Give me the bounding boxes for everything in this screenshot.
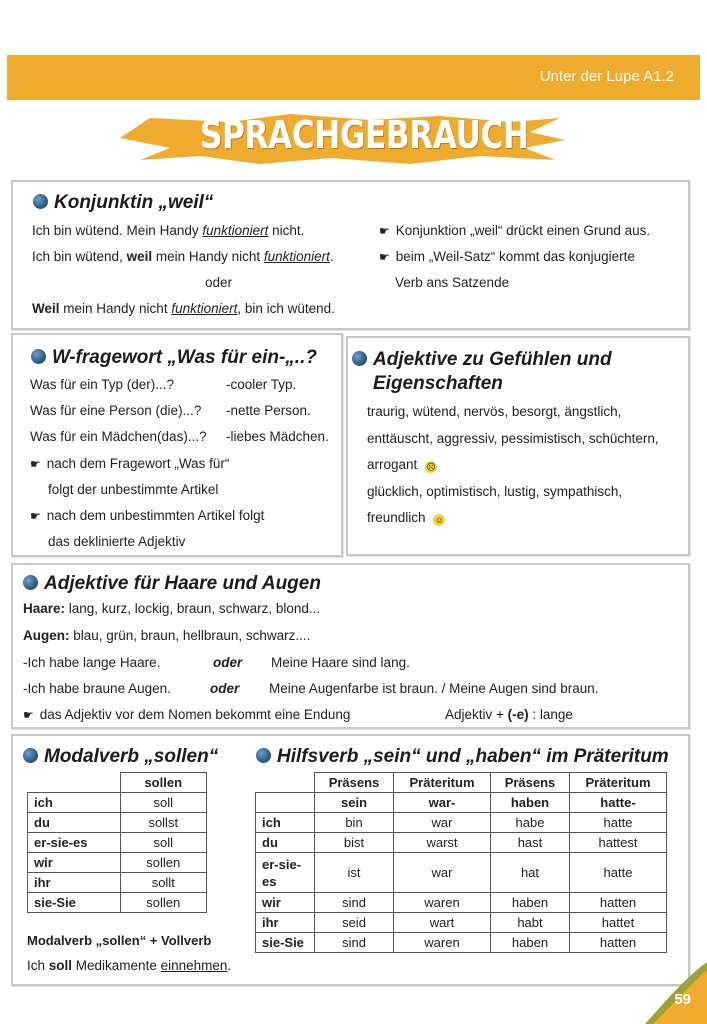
wfrage-title: W-fragewort „Was für ein-„..? [31,347,317,369]
table-row: sie-Sie sind waren haben hatten [256,933,667,953]
adjective-list: enttäuscht, aggressiv, pessimistisch, schüchtern, [367,431,659,446]
example-line: Ich bin wütend, weil mein Handy nicht funktioniert. [32,249,334,264]
pointing-hand-icon: ☛ [30,509,41,523]
konjunktion-title: Konjunktin „weil“ [33,192,213,214]
wfrage-box [11,333,343,557]
pointing-hand-icon: ☛ [379,224,390,238]
example-line: Ich soll Medikamente einnehmen. [27,958,232,973]
answer-line: -cooler Typ. [226,377,297,392]
table-header: Präsens [315,773,394,793]
answer-line: -nette Person. [226,403,311,418]
gefuehle-box [346,336,690,556]
pointing-hand-icon: ☛ [23,708,34,722]
haare-box [11,563,690,729]
example-line: Meine Haare sind lang. [271,655,410,670]
table-row: sein war- haben hatte- [256,793,667,813]
oder-line: oder [205,275,233,290]
sein-haben-table [255,772,667,953]
adjective-list: glücklich, optimistisch, lustig, sympathisch, [367,484,623,499]
formula-line: Modalverb „sollen“ + Vollverb [27,933,212,948]
page-number: 59 [674,991,691,1008]
adjective-list: arrogant ☹ [367,457,436,472]
header-band [7,55,700,100]
table-row: du sollst [28,813,207,833]
haare-line: Haare: lang, kurz, lockig, braun, schwarz, blond... [23,601,321,616]
example-line: Weil mein Handy nicht funktioniert, bin ich wütend. [32,301,335,316]
question-line: Was für eine Person (die)...? [30,403,202,418]
page-title: SPRACHGEBRAUCH [200,113,529,157]
example-line: Meine Augenfarbe ist braun. / Meine Augen sind braun. [269,681,599,696]
note-line: ☛ Konjunktion „weil“ drückt einen Grund aus. [379,223,651,238]
question-line: Was für ein Typ (der)...? [30,377,175,392]
table-row: ich soll [28,793,207,813]
note-line: das deklinierte Adjektiv [48,534,186,549]
sad-face-icon: ☹ [426,462,436,472]
haare-title: Adjektive für Haare und Augen [23,573,321,595]
example-line: Ich bin wütend. Mein Handy funktioniert nicht. [32,223,305,238]
table-row: wir sind waren haben hatten [256,893,667,913]
pointing-hand-icon: ☛ [30,457,41,471]
table-header: Präteritum [570,773,667,793]
bullet-icon [33,194,48,209]
example-line: -Ich habe lange Haare. [23,655,161,670]
augen-line: Augen: blau, grün, braun, hellbraun, schwarz.... [23,628,311,643]
formula-line: Adjektiv + (-e) : lange [445,707,573,722]
table-row: sie-Sie sollen [28,893,207,913]
note-line: folgt der unbestimmte Artikel [48,482,219,497]
series-title: Unter der Lupe A1.2 [539,68,674,85]
table-header: Präsens [490,773,569,793]
table-row: er-sie-es ist war hat hatte [256,853,667,893]
sollen-table [27,772,207,913]
pointing-hand-icon: ☛ [379,250,390,264]
hilfs-title: Hilfsverb „sein“ und „haben“ im Präteritum [256,746,669,768]
note-line: ☛ nach dem Fragewort „Was für“ [30,456,230,471]
adjective-list: freundlich ☺ [367,510,444,525]
bullet-icon [23,748,38,763]
table-header: sollen [120,773,207,793]
table-row: er-sie-es soll [28,833,207,853]
verben-box [11,734,690,986]
oder-label: oder [213,655,243,670]
table-row: ich bin war habe hatte [256,813,667,833]
bullet-icon [352,351,367,366]
bullet-icon [23,575,38,590]
gefuehle-title: Adjektive zu Gefühlen und Eigenschaften [352,348,612,396]
example-line: -Ich habe braune Augen. [23,681,171,696]
table-header: Präteritum [394,773,491,793]
bullet-icon [31,349,46,364]
note-line: ☛ nach dem unbestimmten Artikel folgt [30,508,265,523]
table-row: du bist warst hast hattest [256,833,667,853]
adjective-list: traurig, wütend, nervös, besorgt, ängstlich, [367,404,622,419]
konjunktion-box [11,180,690,330]
oder-label: oder [210,681,240,696]
bullet-icon [256,748,271,763]
happy-face-icon: ☺ [434,515,444,525]
answer-line: -liebes Mädchen. [226,429,329,444]
note-line: ☛ beim „Weil-Satz“ kommt das konjugierte [379,249,635,264]
table-row: wir sollen [28,853,207,873]
table-row: ihr sollt [28,873,207,893]
modal-title: Modalverb „sollen“ [23,746,218,768]
note-line: Verb ans Satzende [395,275,510,290]
table-row: ihr seid wart habt hattet [256,913,667,933]
note-line: ☛ das Adjektiv vor dem Nomen bekommt eine Endung [23,707,351,722]
question-line: Was für ein Mädchen(das)...? [30,429,207,444]
